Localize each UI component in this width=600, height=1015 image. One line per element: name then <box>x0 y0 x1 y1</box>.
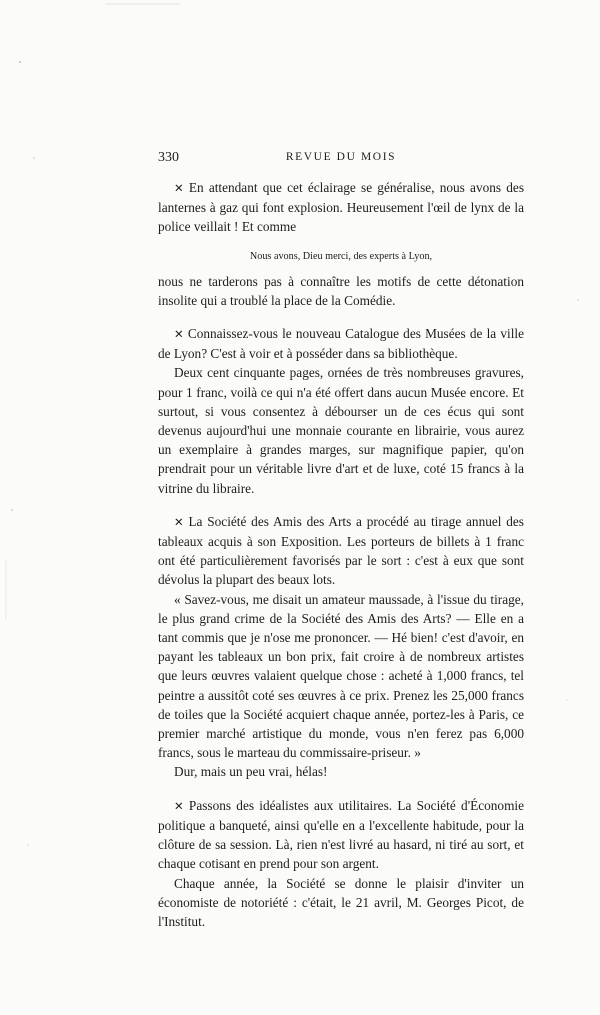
page-header <box>158 150 524 170</box>
article-body <box>158 178 524 931</box>
paragraph-picot: Chaque année, la Société se donne le plaisir d'inviter un économiste de notoriété : c'était, le 21 avril, M. Georges Picot, de l'Institut. <box>158 875 524 929</box>
paragraph-detonation: nous ne tarderons pas à connaître les motifs de cette détonation insolite qui a troublé la place de la Comédie. <box>158 273 524 308</box>
page-number: 330 <box>158 150 179 165</box>
paragraph-lanterns: ✕ En attendant que cet éclairage se généralise, nous avons des lanternes à gaz qui font explosion. Heureusement l'œil de lynx de la police veillait ! Et comme <box>158 180 524 235</box>
ornament-icon: ✕ <box>174 327 184 342</box>
ornament-icon: ✕ <box>174 798 184 813</box>
paragraph-catalogue-details: Deux cent cinquante pages, ornées de très nombreuses gravures, pour 1 franc, voilà ce qui n'a été offert dans aucun Musée encore. Et surtout, si vous consentez à débourser un de ces écus qui sont devenus aujourd'hui une monnaie courante en librairie, vous aurez un exemplaire à grandes marges, sur magnifique papier, qu'on prendrait pour un véritable livre d'art et de luxe, coté 15 francs à la vitrine du libraire. <box>158 365 524 496</box>
quoted-verse: Nous avons, Dieu merci, des experts à Lyon, <box>249 250 433 262</box>
ornament-icon: ✕ <box>174 514 184 529</box>
ornament-icon: ✕ <box>174 181 184 195</box>
paragraph-catalogue: ✕ Connaissez-vous le nouveau Catalogue des Musées de la ville de Lyon? C'est à voir et à posséder dans sa bibliothèque. <box>158 326 525 362</box>
running-title: REVUE DU MOIS <box>285 151 397 163</box>
paragraph-economie: ✕ Passons des idéalistes aux utilitaires. La Société d'Économie politique a banqueté, ainsi qu'elle en a l'excellente habitude, pour la clôture de sa session. Là, rien n'est livré au hasard, ni tiré au sort, et chaque cotisant en prend pour son argent. <box>158 797 525 872</box>
paragraph-amateur-quote: « Savez-vous, me disait un amateur maussade, à l'issue du tirage, le plus grand crime de la Société des Amis des Arts? — Elle en a tant commis que je n'ose me prononcer. — Hé bien! c'est d'avoir, en payant les tableaux un bon prix, fait croire à de nombreux artistes que leurs œuvres valaient quelque chose : acheté à 1,000 francs, tel peintre a aussitôt coté ses œuvres à ce prix. Prenez les 25,000 francs de toiles que la Société acquiert chaque année, portez-les à Paris, ce premier marché artistique du monde, vous n'en ferez pas 6,000 francs, sous le marteau du commissaire-priseur. » <box>158 591 524 761</box>
paragraph-amis-des-arts: ✕ La Société des Amis des Arts a procédé au tirage annuel des tableaux acquis à son Exposition. Les porteurs de billets à 1 franc ont été particulièrement favorisés par le sort : c'est à eux que sont dévolus la plupart des beaux lots. <box>158 513 524 588</box>
paragraph-helas: Dur, mais un peu vrai, hélas! <box>174 764 328 780</box>
